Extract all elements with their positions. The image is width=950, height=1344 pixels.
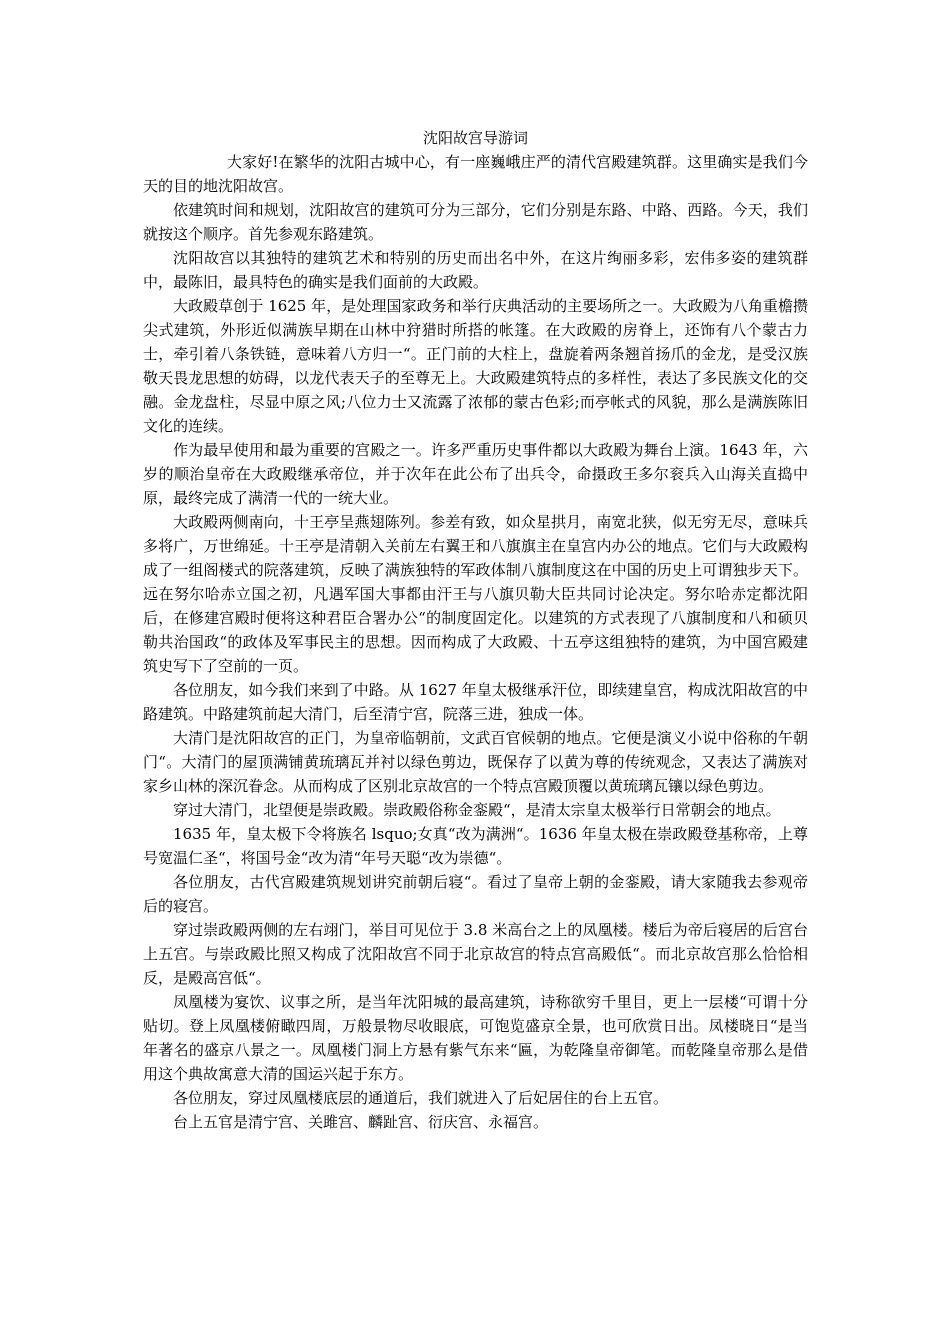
paragraph-8: 大清门是沈阳故宫的正门，为皇帝临朝前，文武百官候朝的地点。它便是演义小说中俗称的午朝门“。大清门的屋顶满铺黄琉璃瓦并衬以绿色剪边，既保存了以黄为尊的传统观念，又表达了满族对家乡山林的深沉眷念。从而构成了区别北京故宫的一个特点宫殿顶覆以黄琉璃瓦镶以绿色剪边。 <box>143 729 808 795</box>
paragraph-12: 穿过崇政殿两侧的左右翊门，举目可见位于 3.8 米高台之上的凤凰楼。楼后为帝后寝居的后宫台上五宫。与崇政殿比照又构成了沈阳故宫不同于北京故宫的特点宫高殿低“。而北京故宫那么恰恰相反，是殿高宫低“。 <box>143 921 808 987</box>
paragraph-9: 穿过大清门，北望便是崇政殿。崇政殿俗称金銮殿“，是清太宗皇太极举行日常朝会的地点。 <box>173 801 781 819</box>
paragraph-6: 大政殿两侧南向，十王亭呈燕翅陈列。参差有致，如众星拱月，南宽北狭，似无穷无尽，意味兵多将广，万世绵延。十王亭是清朝入关前左右翼王和八旗旗主在皇宫内办公的地点。它们与大政殿构成了一组阁楼式的院落建筑，反映了满族独特的军政体制八旗制度这在中国的历史上可谓独步天下。远在努尔哈赤立国之初，凡遇军国大事都由汗王与八旗贝勒大臣共同讨论决定。努尔哈赤定都沈阳后，在修建宫殿时便将这种君臣合署办公“的制度固定化。以建筑的方式表现了八旗制度和八和硕贝勒共治国政“的政体及军事民主的思想。因而构成了大政殿、十五亭这组独特的建筑，为中国宫殿建筑史写下了空前的一页。 <box>143 513 808 675</box>
document-page <box>143 126 808 1134</box>
paragraph-11: 各位朋友，古代宫殿建筑规划讲究前朝后寝“。看过了皇帝上朝的金銮殿，请大家随我去参观帝后的寝宫。 <box>143 873 808 915</box>
paragraph-1: 大家好!在繁华的沈阳古城中心，有一座巍峨庄严的清代宫殿建筑群。这里确实是我们今天的目的地沈阳故宫。 <box>143 153 808 195</box>
paragraph-2: 依建筑时间和规划，沈阳故宫的建筑可分为三部分，它们分别是东路、中路、西路。今天，我们就按这个顺序。首先参观东路建筑。 <box>143 201 808 243</box>
document-title: 沈阳故宫导游词 <box>422 129 528 147</box>
paragraph-7: 各位朋友，如今我们来到了中路。从 1627 年皇太极继承汗位，即续建皇宫，构成沈阳故宫的中路建筑。中路建筑前起大清门，后至清宁宫，院落三进，独成一体。 <box>143 681 808 723</box>
paragraph-14: 各位朋友，穿过凤凰楼底层的通道后，我们就进入了后妃居住的台上五官。 <box>173 1089 669 1107</box>
paragraph-4: 大政殿草创于 1625 年，是处理国家政务和举行庆典活动的主要场所之一。大政殿为八角重檐攒尖式建筑，外形近似满族早期在山林中狩猎时所搭的帐篷。在大政殿的房脊上，还饰有八个蒙古力士，牵引着八条铁链，意味着八方归一“。正门前的大柱上，盘旋着两条翘首扬爪的金龙，是受汉族敬天畏龙思想的妨碍，以龙代表天子的至尊无上。大政殿建筑特点的多样性，表达了多民族文化的交融。金龙盘柱，尽显中原之风;八位力士又流露了浓郁的蒙古色彩;而亭帐式的风貌，那么是满族陈旧文化的连续。 <box>143 297 808 435</box>
paragraph-15: 台上五官是清宁宫、关雎宫、麟趾宫、衍庆宫、永福宫。 <box>173 1113 549 1131</box>
paragraph-10: 1635 年，皇太极下令将族名 lsquo;女真“改为满洲“。1636 年皇太极在崇政殿登基称帝，上尊号宽温仁圣“，将国号金“改为清“年号天聪“改为崇德“。 <box>143 825 808 867</box>
paragraph-13: 凤凰楼为宴饮、议事之所，是当年沈阳城的最高建筑，诗称欲穷千里目，更上一层楼“可谓十分贴切。登上凤凰楼俯瞰四周，万般景物尽收眼底，可饱览盛京全景，也可欣赏日出。凤楼晓日“是当年著名的盛京八景之一。凤凰楼门洞上方悬有紫气东来“匾，为乾隆皇帝御笔。而乾隆皇帝那么是借用这个典故寓意大清的国运兴起于东方。 <box>143 993 808 1083</box>
paragraph-3: 沈阳故宫以其独特的建筑艺术和特别的历史而出名中外，在这片绚丽多彩，宏伟多姿的建筑群中，最陈旧，最具特色的确实是我们面前的大政殿。 <box>143 249 808 291</box>
paragraph-5: 作为最早使用和最为重要的宫殿之一。许多严重历史事件都以大政殿为舞台上演。1643 年，六岁的顺治皇帝在大政殿继承帝位，并于次年在此公布了出兵令，命摄政王多尔衮兵入山海关直捣中原，最终完成了满清一代的一统大业。 <box>143 441 808 507</box>
